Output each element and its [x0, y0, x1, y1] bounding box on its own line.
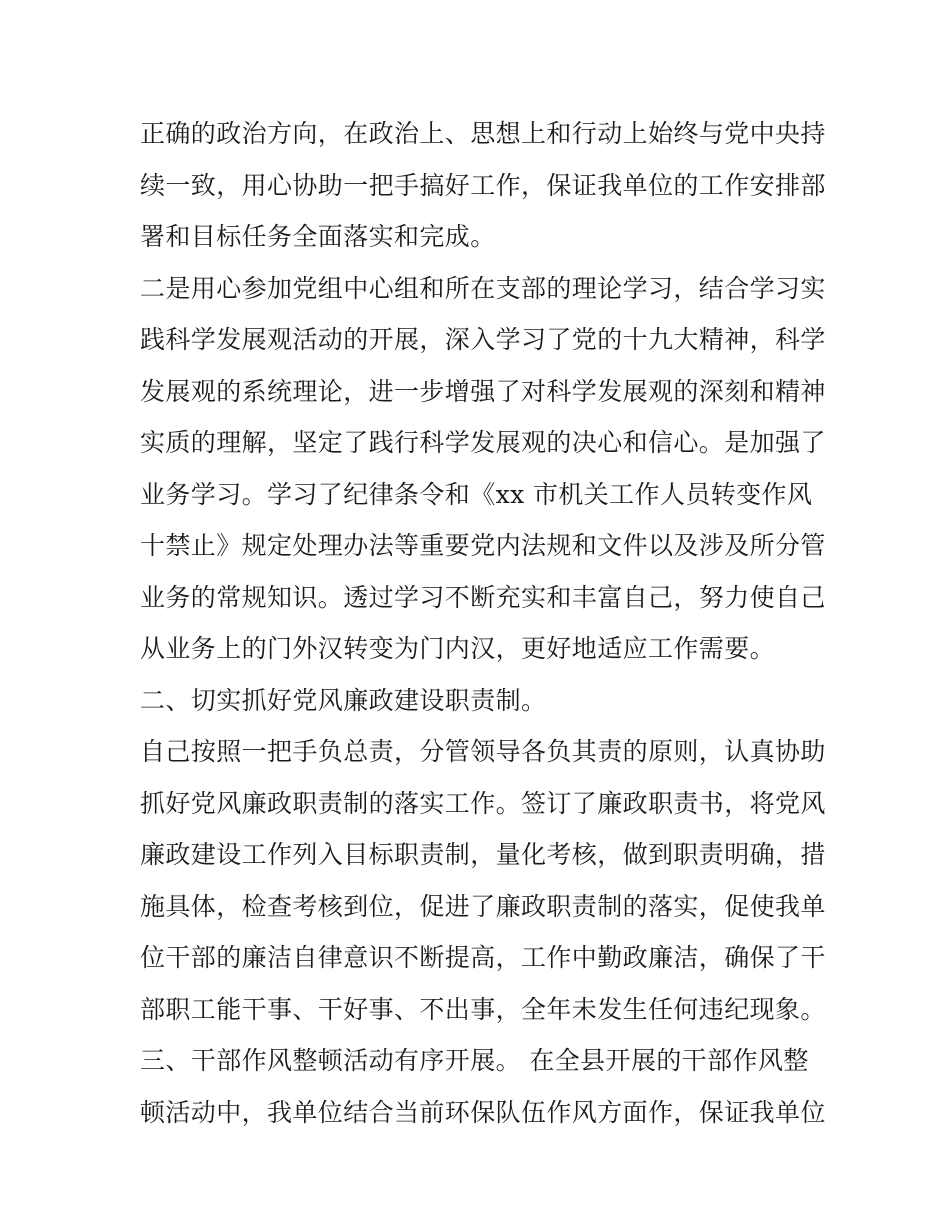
- document-body: [140, 108, 826, 1138]
- text-line: 署和目标任务全面落实和完成。: [140, 222, 496, 251]
- text-line: 续一致，用心协助一把手搞好工作，保证我单位的工作安排部: [140, 170, 826, 200]
- section-heading: 二、切实抓好党风廉政建设职责制。: [140, 685, 547, 715]
- text-line: 抓好党风廉政职责制的落实工作。签订了廉政职责书，将党风: [140, 788, 826, 818]
- text-line: 顿活动中，我单位结合当前环保队伍作风方面作，保证我单位: [140, 1097, 826, 1127]
- text-line: 发展观的系统理论，进一步增强了对科学发展观的深刻和精神: [140, 376, 826, 406]
- text-line: 位干部的廉洁自律意识不断提高，工作中勤政廉洁，确保了干: [140, 943, 826, 972]
- text-line: 从业务上的门外汉转变为门内汉，更好地适应工作需要。: [140, 634, 776, 663]
- text-line: 施具体，检查考核到位，促进了廉政职责制的落实，促使我单: [140, 891, 826, 921]
- section-heading: 三、干部作风整顿活动有序开展。 在全县开展的干部作风整: [140, 1046, 809, 1075]
- text-line: 自己按照一把手负总责，分管领导各负其责的原则，认真协助: [140, 737, 826, 766]
- text-line: 二是用心参加党组中心组和所在支部的理论学习，结合学习实: [140, 273, 826, 303]
- text-line: 践科学发展观活动的开展，深入学习了党的十九大精神，科学: [140, 325, 826, 354]
- text-line: 业务的常规知识。透过学习不断充实和丰富自己，努力使自己: [140, 582, 826, 612]
- text-line: 业务学习。学习了纪律条令和《xx 市机关工作人员转变作风: [140, 479, 813, 509]
- text-line: 部职工能干事、干好事、不出事，全年未发生任何违纪现象。: [140, 994, 826, 1024]
- text-line: 正确的政治方向，在政治上、思想上和行动上始终与党中央持: [140, 119, 826, 148]
- text-line: 廉政建设工作列入目标职责制，量化考核，做到职责明确，措: [140, 840, 826, 869]
- text-line: 十禁止》规定处理办法等重要党内法规和文件以及涉及所分管: [140, 531, 826, 560]
- text-line: 实质的理解，坚定了践行科学发展观的决心和信心。是加强了: [140, 428, 826, 457]
